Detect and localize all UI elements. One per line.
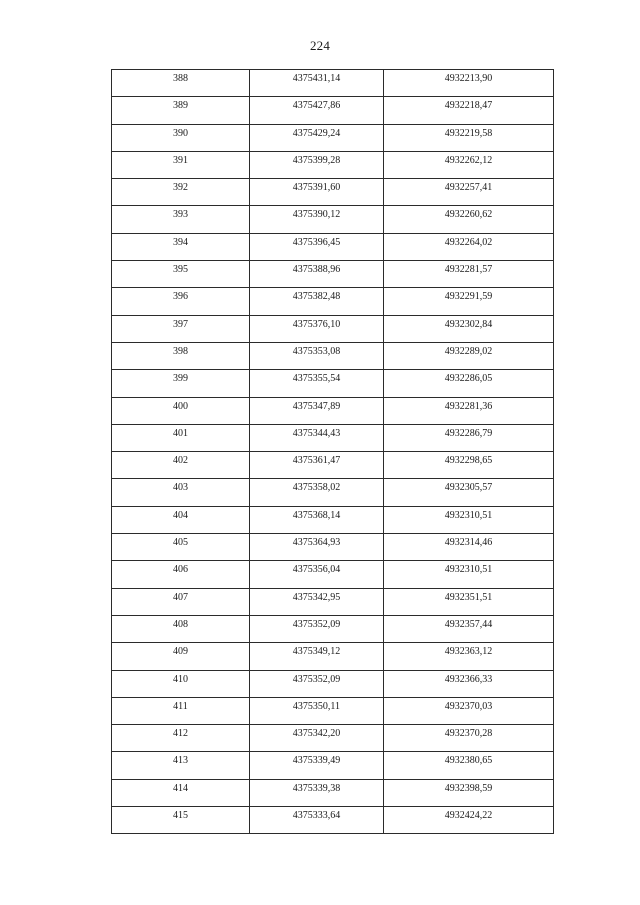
table-row (112, 97, 554, 124)
y-coordinate-cell (384, 479, 554, 506)
y-coordinate-cell (384, 725, 554, 752)
cell-text: 4375368,14 (292, 509, 341, 521)
cell-text: 4375396,45 (292, 236, 341, 248)
point-number-cell (112, 752, 250, 779)
table-row (112, 179, 554, 206)
point-number-cell (112, 643, 250, 670)
point-number-cell (112, 807, 250, 834)
table-row (112, 124, 554, 151)
x-coordinate-cell (250, 97, 384, 124)
y-coordinate-cell (384, 670, 554, 697)
x-coordinate-cell (250, 424, 384, 451)
cell-text: 394 (173, 236, 188, 248)
y-coordinate-cell (384, 370, 554, 397)
point-number-cell (112, 151, 250, 178)
table-row (112, 342, 554, 369)
y-coordinate-cell (384, 561, 554, 588)
y-coordinate-cell (384, 779, 554, 806)
point-number-cell (112, 261, 250, 288)
y-coordinate-cell (384, 151, 554, 178)
point-number-cell (112, 206, 250, 233)
cell-text: 4932351,51 (444, 591, 493, 603)
table-row (112, 424, 554, 451)
cell-text: 411 (173, 700, 188, 712)
cell-text: 4932398,59 (444, 782, 493, 794)
point-number-cell (112, 370, 250, 397)
cell-text: 391 (173, 154, 188, 166)
cell-text: 413 (173, 755, 188, 767)
point-number-cell (112, 779, 250, 806)
table-row (112, 561, 554, 588)
cell-text: 393 (173, 209, 188, 221)
y-coordinate-cell (384, 424, 554, 451)
x-coordinate-cell (250, 479, 384, 506)
cell-text: 408 (173, 618, 188, 630)
cell-text: 4932291,59 (444, 291, 493, 303)
cell-text: 398 (173, 345, 188, 357)
cell-text: 4932424,22 (444, 810, 493, 822)
cell-text: 4932257,41 (444, 182, 493, 194)
cell-text: 4932264,02 (444, 236, 493, 248)
x-coordinate-cell (250, 643, 384, 670)
y-coordinate-cell (384, 807, 554, 834)
point-number-cell (112, 124, 250, 151)
y-coordinate-cell (384, 233, 554, 260)
cell-text: 406 (173, 564, 188, 576)
point-number-cell (112, 697, 250, 724)
cell-text: 4932289,02 (444, 345, 493, 357)
cell-text: 4375333,64 (292, 810, 341, 822)
point-number-cell (112, 97, 250, 124)
x-coordinate-cell (250, 151, 384, 178)
x-coordinate-cell (250, 779, 384, 806)
cell-text: 4375342,20 (292, 728, 341, 740)
point-number-cell (112, 233, 250, 260)
table-row (112, 670, 554, 697)
point-number-cell (112, 452, 250, 479)
cell-text: 4375352,09 (292, 618, 341, 630)
cell-text: 399 (173, 373, 188, 385)
cell-text: 4375388,96 (292, 264, 341, 276)
cell-text: 4932298,65 (444, 455, 493, 467)
cell-text: 4932286,05 (444, 373, 493, 385)
y-coordinate-cell (384, 342, 554, 369)
table-row (112, 206, 554, 233)
table-row (112, 452, 554, 479)
table-row (112, 397, 554, 424)
y-coordinate-cell (384, 588, 554, 615)
cell-text: 4932380,65 (444, 755, 493, 767)
y-coordinate-cell (384, 534, 554, 561)
y-coordinate-cell (384, 315, 554, 342)
cell-text: 4375353,08 (292, 345, 341, 357)
table-row (112, 534, 554, 561)
cell-text: 4375356,04 (292, 564, 341, 576)
coordinates-table (111, 69, 554, 834)
y-coordinate-cell (384, 261, 554, 288)
coordinates-table-body (112, 70, 554, 834)
cell-text: 400 (173, 400, 188, 412)
cell-text: 4932370,28 (444, 728, 493, 740)
cell-text: 397 (173, 318, 188, 330)
x-coordinate-cell (250, 725, 384, 752)
cell-text: 4375339,49 (292, 755, 341, 767)
cell-text: 4932305,57 (444, 482, 493, 494)
table-row (112, 588, 554, 615)
point-number-cell (112, 588, 250, 615)
cell-text: 4375349,12 (292, 646, 341, 658)
cell-text: 4932366,33 (444, 673, 493, 685)
x-coordinate-cell (250, 288, 384, 315)
cell-text: 392 (173, 182, 188, 194)
point-number-cell (112, 670, 250, 697)
cell-text: 389 (173, 100, 188, 112)
point-number-cell (112, 506, 250, 533)
table-row (112, 697, 554, 724)
x-coordinate-cell (250, 370, 384, 397)
y-coordinate-cell (384, 124, 554, 151)
x-coordinate-cell (250, 561, 384, 588)
cell-text: 4375431,14 (292, 73, 341, 84)
cell-text: 4375382,48 (292, 291, 341, 303)
x-coordinate-cell (250, 179, 384, 206)
x-coordinate-cell (250, 342, 384, 369)
y-coordinate-cell (384, 752, 554, 779)
cell-text: 4375358,02 (292, 482, 341, 494)
x-coordinate-cell (250, 124, 384, 151)
table-row (112, 315, 554, 342)
point-number-cell (112, 315, 250, 342)
point-number-cell (112, 70, 250, 97)
cell-text: 395 (173, 264, 188, 276)
x-coordinate-cell (250, 697, 384, 724)
cell-text: 409 (173, 646, 188, 658)
cell-text: 4932260,62 (444, 209, 493, 221)
y-coordinate-cell (384, 615, 554, 642)
point-number-cell (112, 561, 250, 588)
y-coordinate-cell (384, 70, 554, 97)
table-row (112, 261, 554, 288)
y-coordinate-cell (384, 697, 554, 724)
cell-text: 4375361,47 (292, 455, 341, 467)
y-coordinate-cell (384, 397, 554, 424)
cell-text: 4932219,58 (444, 127, 493, 139)
x-coordinate-cell (250, 315, 384, 342)
y-coordinate-cell (384, 506, 554, 533)
point-number-cell (112, 725, 250, 752)
point-number-cell (112, 342, 250, 369)
cell-text: 4932363,12 (444, 646, 493, 658)
y-coordinate-cell (384, 206, 554, 233)
x-coordinate-cell (250, 452, 384, 479)
cell-text: 4932213,90 (444, 73, 493, 84)
cell-text: 4375376,10 (292, 318, 341, 330)
point-number-cell (112, 397, 250, 424)
page-number: 224 (309, 38, 331, 53)
table-row (112, 370, 554, 397)
x-coordinate-cell (250, 807, 384, 834)
table-row (112, 506, 554, 533)
point-number-cell (112, 534, 250, 561)
table-row (112, 752, 554, 779)
cell-text: 396 (173, 291, 188, 303)
cell-text: 410 (173, 673, 188, 685)
cell-text: 4932357,44 (444, 618, 493, 630)
cell-text: 4375429,24 (292, 127, 341, 139)
cell-text: 4932310,51 (444, 564, 493, 576)
x-coordinate-cell (250, 534, 384, 561)
cell-text: 4375427,86 (292, 100, 341, 112)
cell-text: 390 (173, 127, 188, 139)
point-number-cell (112, 424, 250, 451)
cell-text: 4375352,09 (292, 673, 341, 685)
cell-text: 4932262,12 (444, 154, 493, 166)
cell-text: 415 (173, 810, 188, 822)
x-coordinate-cell (250, 670, 384, 697)
cell-text: 388 (173, 73, 188, 84)
x-coordinate-cell (250, 233, 384, 260)
cell-text: 4932286,79 (444, 427, 493, 439)
x-coordinate-cell (250, 752, 384, 779)
cell-text: 4375347,89 (292, 400, 341, 412)
table-row (112, 288, 554, 315)
cell-text: 4375355,54 (292, 373, 341, 385)
cell-text: 402 (173, 455, 188, 467)
cell-text: 405 (173, 537, 188, 549)
cell-text: 403 (173, 482, 188, 494)
x-coordinate-cell (250, 397, 384, 424)
x-coordinate-cell (250, 70, 384, 97)
y-coordinate-cell (384, 288, 554, 315)
cell-text: 4932370,03 (444, 700, 493, 712)
cell-text: 4375391,60 (292, 182, 341, 194)
x-coordinate-cell (250, 615, 384, 642)
cell-text: 4375399,28 (292, 154, 341, 166)
cell-text: 4932310,51 (444, 509, 493, 521)
table-row (112, 233, 554, 260)
y-coordinate-cell (384, 643, 554, 670)
cell-text: 4932281,57 (444, 264, 493, 276)
cell-text: 4375364,93 (292, 537, 341, 549)
table-row (112, 807, 554, 834)
table-row (112, 479, 554, 506)
point-number-cell (112, 615, 250, 642)
cell-text: 4932218,47 (444, 100, 493, 112)
cell-text: 407 (173, 591, 188, 603)
table-row (112, 643, 554, 670)
cell-text: 4375342,95 (292, 591, 341, 603)
table-row (112, 725, 554, 752)
point-number-cell (112, 479, 250, 506)
cell-text: 4932302,84 (444, 318, 493, 330)
cell-text: 414 (173, 782, 188, 794)
point-number-cell (112, 179, 250, 206)
x-coordinate-cell (250, 588, 384, 615)
cell-text: 4375344,43 (292, 427, 341, 439)
point-number-cell (112, 288, 250, 315)
cell-text: 4932281,36 (444, 400, 493, 412)
y-coordinate-cell (384, 179, 554, 206)
table-row (112, 779, 554, 806)
y-coordinate-cell (384, 97, 554, 124)
cell-text: 4932314,46 (444, 537, 493, 549)
y-coordinate-cell (384, 452, 554, 479)
x-coordinate-cell (250, 206, 384, 233)
cell-text: 4375390,12 (292, 209, 341, 221)
cell-text: 404 (173, 509, 188, 521)
table-row (112, 70, 554, 97)
cell-text: 401 (173, 427, 188, 439)
x-coordinate-cell (250, 261, 384, 288)
table-row (112, 615, 554, 642)
table-row (112, 151, 554, 178)
cell-text: 4375339,38 (292, 782, 341, 794)
x-coordinate-cell (250, 506, 384, 533)
cell-text: 4375350,11 (292, 700, 341, 712)
cell-text: 412 (173, 728, 188, 740)
